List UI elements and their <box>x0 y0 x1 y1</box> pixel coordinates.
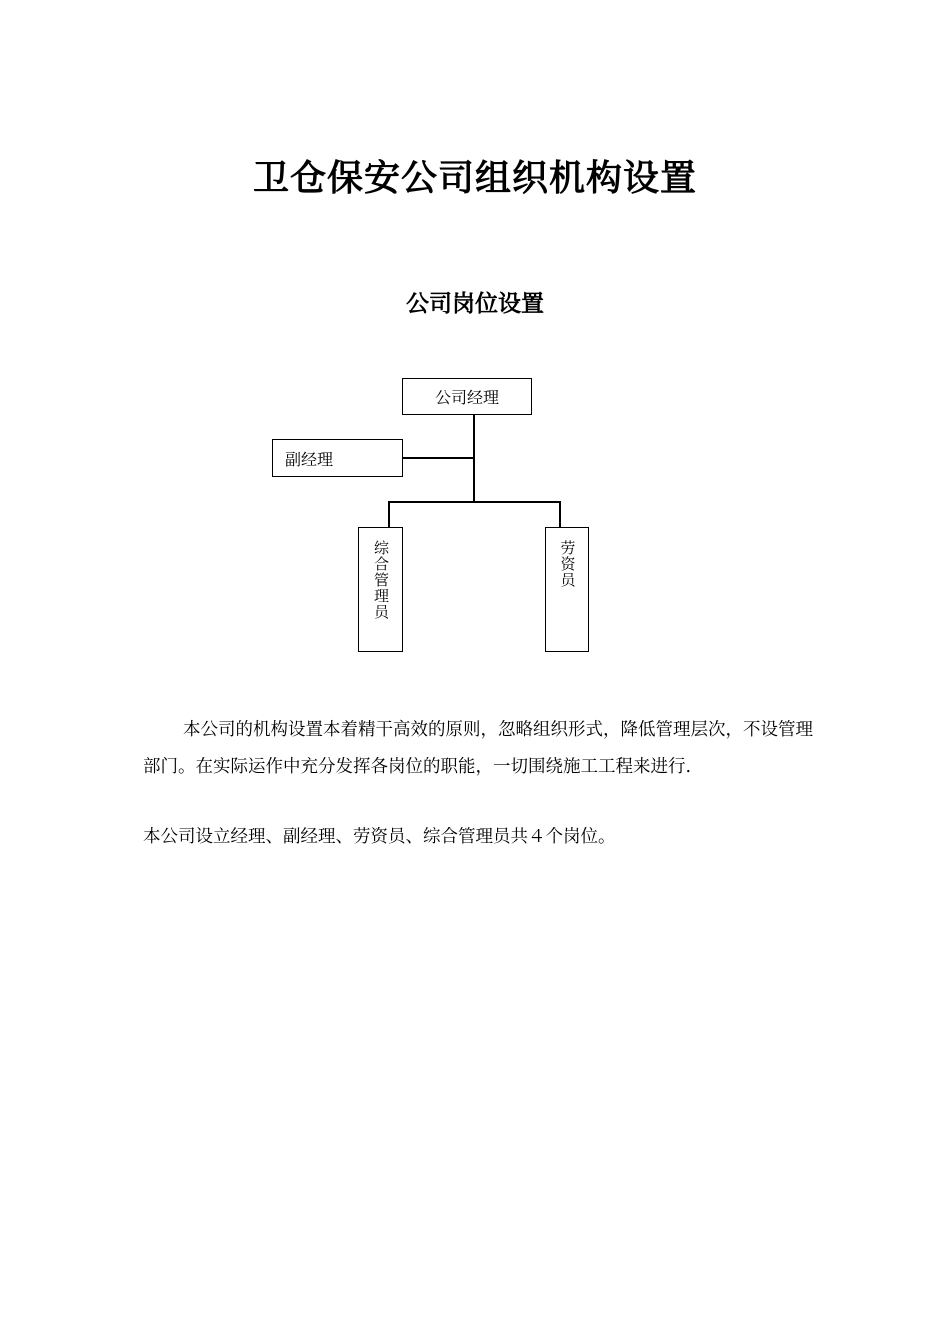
org-node-general-admin <box>358 527 403 652</box>
connector-deputy <box>402 457 474 459</box>
org-node-labor-wages <box>545 527 589 652</box>
org-node-manager-label: 公司经理 <box>434 388 499 407</box>
org-node-deputy-manager <box>272 439 403 477</box>
connector-general-admin <box>388 501 390 528</box>
connector-labor-wages <box>559 501 561 528</box>
section-subtitle: 公司岗位设置 <box>406 291 544 317</box>
org-node-labor-wages-label: 劳资员 <box>558 540 577 588</box>
body-paragraph-1: 本公司的机构设置本着精干高效的原则，忽略组织形式，降低管理层次，不设管理部门。在实际运作中充分发挥各岗位的职能，一切围绕施工工程来进行. <box>143 720 813 777</box>
org-node-general-admin-label: 综合管理员 <box>372 540 390 620</box>
org-node-manager <box>402 378 532 415</box>
connector-horizontal-branch <box>388 501 560 503</box>
document-title: 卫仓保安公司组织机构设置 <box>252 158 697 199</box>
org-node-deputy-manager-label: 副经理 <box>285 449 334 469</box>
body-paragraph-2: 本公司设立经理、副经理、劳资员、综合管理员共４个岗位。 <box>143 827 616 847</box>
